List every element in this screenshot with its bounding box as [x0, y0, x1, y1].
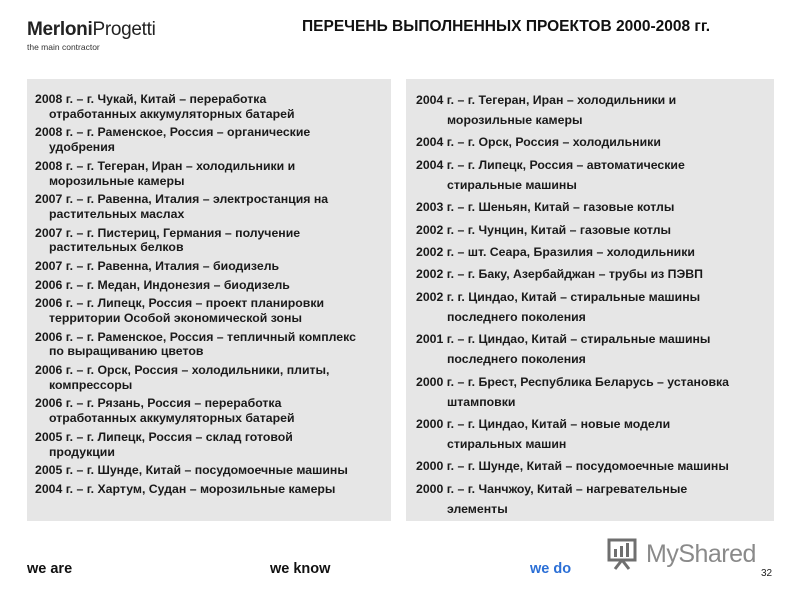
- logo-wordmark: [27, 20, 156, 40]
- project-item-line: 2000 г. – г. Шунде, Китай – посудомоечные машины: [416, 459, 729, 474]
- footer-we-are: we are: [27, 561, 73, 577]
- project-item-continuation: продукции: [49, 444, 115, 459]
- project-item: [416, 220, 766, 240]
- project-item: [35, 463, 383, 478]
- project-item: [35, 92, 383, 122]
- project-item-line: 2006 г. – г. Липецк, Россия – проект планировки: [35, 296, 325, 311]
- project-item-line: 2006 г. – г. Орск, Россия – холодильники, плиты,: [35, 362, 330, 377]
- project-item-continuation: компрессоры: [49, 377, 133, 392]
- project-item: [416, 456, 766, 476]
- right-projects-panel: [406, 79, 774, 521]
- project-item-line: 2000 г. – г. Циндао, Китай – новые модели: [416, 416, 671, 431]
- project-item: [35, 159, 383, 189]
- project-item: [416, 90, 766, 130]
- project-item-continuation: стиральные машины: [447, 177, 577, 192]
- project-item: [416, 414, 766, 454]
- project-item-continuation: последнего поколения: [447, 352, 586, 367]
- project-item-continuation: морозильные камеры: [447, 113, 583, 127]
- project-item: [416, 132, 766, 152]
- project-item: [35, 192, 383, 222]
- project-item-line: 2000 г. – г. Брест, Республика Беларусь – установка: [416, 374, 730, 389]
- page-number: 32: [761, 568, 773, 579]
- project-item-continuation: стиральных машин: [447, 436, 567, 451]
- project-item-continuation: последнего поколения: [447, 309, 586, 324]
- project-item: [416, 197, 766, 217]
- logo-name-bold: Merloni: [27, 19, 93, 40]
- project-item-line: 2007 г. – г. Равенна, Италия – биодизель: [35, 258, 280, 273]
- project-item-continuation: отработанных аккумуляторных батарей: [49, 411, 295, 426]
- project-item-line: 2002 г. г. Циндао, Китай – стиральные машины: [416, 289, 701, 304]
- project-item-line: 2000 г. – г. Чанчжоу, Китай – нагревательные: [416, 481, 688, 496]
- project-item-continuation: элементы: [447, 501, 508, 516]
- project-item-continuation: по выращиванию цветов: [49, 344, 204, 359]
- project-item: [416, 155, 766, 195]
- project-item-continuation: растительных белков: [49, 240, 184, 255]
- project-item-continuation: штамповки: [447, 394, 516, 409]
- project-item-continuation: растительных маслах: [49, 206, 185, 221]
- project-item-continuation: морозильные камеры: [49, 173, 185, 188]
- page-title: ПЕРЕЧЕНЬ ВЫПОЛНЕННЫХ ПРОЕКТОВ 2000-2008 гг.: [302, 18, 711, 35]
- project-item-line: 2006 г. – г. Рязань, Россия – переработка: [35, 396, 282, 411]
- project-item: [416, 287, 766, 327]
- project-item: [35, 226, 383, 256]
- project-item-line: 2002 г. – г. Чунцин, Китай – газовые котлы: [416, 222, 672, 237]
- project-item-continuation: удобрения: [49, 140, 115, 155]
- project-item: [35, 430, 383, 460]
- project-item: [416, 264, 766, 284]
- logo-name-light: Progetti: [92, 19, 156, 40]
- project-item: [35, 330, 383, 360]
- project-item: [35, 482, 383, 497]
- project-item: [416, 479, 766, 519]
- project-item: [416, 372, 766, 412]
- footer-we-do: we do: [530, 561, 572, 577]
- project-item-line: 2007 г. – г. Пистериц, Германия – получение: [35, 225, 301, 240]
- project-item-line: 2008 г. – г. Чукай, Китай – переработка: [35, 92, 267, 106]
- project-item-line: 2001 г. – г. Циндао, Китай – стиральные машины: [416, 332, 711, 347]
- project-item: [35, 363, 383, 393]
- logo-tagline: the main contractor: [27, 42, 100, 52]
- merloni-progetti-logo: [27, 20, 156, 52]
- watermark-text: MyShared: [646, 539, 756, 568]
- project-item-line: 2008 г. – г. Раменское, Россия – органические: [35, 125, 311, 140]
- project-item-line: 2008 г. – г. Тегеран, Иран – холодильники и: [35, 158, 296, 173]
- project-item-line: 2004 г. – г. Липецк, Россия – автоматические: [416, 157, 685, 172]
- project-item: [35, 296, 383, 326]
- project-item-line: 2002 г. – г. Баку, Азербайджан – трубы из ПЭВП: [416, 267, 703, 282]
- left-projects-panel: [27, 79, 391, 521]
- project-item-continuation: территории Особой экономической зоны: [49, 310, 302, 325]
- project-item-line: 2004 г. – г. Орск, Россия – холодильники: [416, 135, 661, 150]
- project-item: [416, 242, 766, 262]
- project-item-line: 2004 г. – г. Тегеран, Иран – холодильники и: [416, 93, 677, 107]
- project-item-line: 2004 г. – г. Хартум, Судан – морозильные камеры: [35, 481, 336, 496]
- footer-we-know: we know: [270, 561, 331, 577]
- project-item-line: 2003 г. – г. Шеньян, Китай – газовые котлы: [416, 200, 675, 215]
- project-item-line: 2006 г. – г. Медан, Индонезия – биодизель: [35, 277, 290, 292]
- presentation-board-icon: [604, 537, 640, 571]
- project-item: [35, 396, 383, 426]
- project-item-line: 2005 г. – г. Липецк, Россия – склад готовой: [35, 429, 293, 444]
- project-item-line: 2002 г. – шт. Сеара, Бразилия – холодильники: [416, 244, 695, 259]
- project-item-line: 2005 г. – г. Шунде, Китай – посудомоечные машины: [35, 463, 348, 478]
- project-item: [416, 329, 766, 369]
- project-item: [35, 125, 383, 155]
- project-item-continuation: отработанных аккумуляторных батарей: [49, 106, 295, 121]
- myshared-watermark: [604, 536, 756, 572]
- project-item-line: 2006 г. – г. Раменское, Россия – тепличный комплекс: [35, 329, 356, 344]
- project-item: [35, 278, 383, 293]
- project-item: [35, 259, 383, 274]
- project-item-line: 2007 г. – г. Равенна, Италия – электростанция на: [35, 192, 329, 207]
